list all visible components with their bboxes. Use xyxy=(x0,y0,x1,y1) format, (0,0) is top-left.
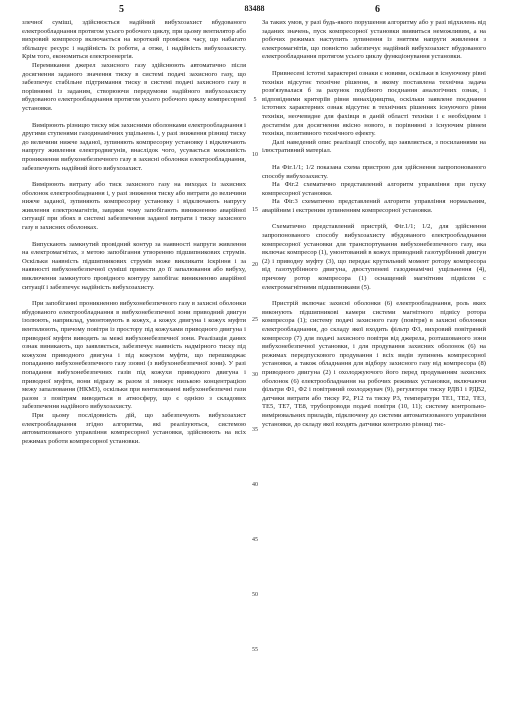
line-number: 20 xyxy=(252,262,258,268)
paragraph: За таких умов, у разі будь-якого порушення алгоритму або у разі відхилень від заданих значень, пуск компресорної установки виявиться неможливим, а на робочих режимах наступить зупинення із зняттям напруги живлення з електромагнітів, що повністю забезпечує надійний вибухозахист вбудованого електрообладнання протягом усього циклу функціонування установки. xyxy=(262,19,486,61)
left-text-column xyxy=(22,19,246,714)
line-number: 5 xyxy=(253,97,257,103)
line-number: 25 xyxy=(252,317,258,323)
patent-number: 83488 xyxy=(244,4,265,13)
line-number: 50 xyxy=(252,592,258,598)
line-number-gutter xyxy=(249,0,261,720)
paragraph: На Фіг.2 схематично представлений алгоритм управління при пуску компресорної установки. xyxy=(262,181,486,197)
paragraph: При цьому послідовність дій, що забезпечують вибухозахист електрообладнання згідно алгоритма, які реалізуються, системою автоматизованого управління компресорної установки, здійснюють на всіх режимах роботи компресорної установки. xyxy=(22,411,246,445)
right-text-column xyxy=(262,19,486,714)
paragraph: Схематично представлений пристрій, Фіг.1/1; 1/2, для здійснення запропонованого способу вибухозахисту вбудованого електрообладнання компресорної установки для транспортування вибухонебезпечного газу, яка включає компресор (1), умонтований в кожух приводний газотурбінний двигун (2) і приводну муфту (3), що передає крутильний момент ротору компресора від газотурбінного двигуна, двоступеневі газодинамічні ущільнення (4), причому ротор компресора (1) оснащений магнітним підвісом с електромагнітними підшипниками (5). xyxy=(262,223,486,291)
line-number: 55 xyxy=(252,647,258,653)
line-number: 15 xyxy=(252,207,258,213)
line-number: 40 xyxy=(252,482,258,488)
line-number: 10 xyxy=(252,152,258,158)
line-number: 30 xyxy=(252,372,258,378)
page-number-left: 5 xyxy=(119,4,124,15)
paragraph: Вимірюють витрату або тиск захисного газу на виходах із захисних оболонок електрообладнання і, у разі зниження тиску або витрати до величини нижче заданої, зупиняють компресорну установку і відключають напругу живлення електромагнітів, завдяки чому запобігають виникненню аварійної ситуації при збоях в системі забезпечення заданої витрати і тиску захисного газу в захисних оболонках. xyxy=(22,181,246,232)
page-number-right: 6 xyxy=(375,4,380,15)
paragraph: На Фіг.1/1; 1/2 показана схема пристрою для здійснення запропонованого способу вибухозахисту. xyxy=(262,163,486,180)
paragraph: При запобіганні проникненню вибухонебезпечного газу в захисні оболонки вбудованого електрообладнання в вибухонебезпечної зони приводний двигун ізолюють, наприклад, умонтовують в кожух, а кожух двигуна і кожух муфти вентилюють, причому повітря із простору під кожухами приводного двигуна і приводної муфти виводять за межі вибухонебезпечної зони. Реалізація даних ознак виникають, що заявляється, забезпечує наявність надмірного тиску під кожухом приводного двигуна і під кожухом муфти, що перешкоджає попаданню вибухонебезпечного газу ззовні (з вибухонебезпечної зони). У разі попадання вибухонебезпечних газів під кожухи приводного двигуна і приводної муфти, вони відразу ж разом зі знижує низькою концентрацією межу запалювання (НКМЗ), оскільки при вентилюванні вибухонебезпечні гази разом з повітрям виводяться в атмосферу, що є однією з складових забезпечення надійного вибухозахисту. xyxy=(22,300,246,411)
line-number: 35 xyxy=(252,427,258,433)
paragraph: На Фіг.3 схематично представлений алгоритм управління нормальним, аварійним і екстреним зупиненням компресорної установки. xyxy=(262,198,486,214)
paragraph: Пристрій включає захисні оболонки (6) електрообладнання, роль яких виконують підшипникові камери системи магнітного підвісу ротора компресора (1); систему подачі захисного газу (повітря) в захисні оболонки електрообладнання, до складу якої входить фільтр Ф3, вихровий повітряний компресор (7) для подачі захисного повітря від джерела, розташованого зони вибухонебезпечної установки, і для продування захисних оболонок (6) на режимах передпускового продування і всіх видів зупинень компресорної установки, а також обладнання для відбору захисного газу від компресора (8) приводного двигуна (2) і охолоджуючого його перед продуванням захисних оболонок (6) електрообладнання на робочих режимах установки, включаючи фільтри Ф1, Ф2 і повітряний охолоджувач (9), регулятори тиску РДВ1 і РДВ2, датчики витрати або тиску Р2, Р12 та тиску Р3, температури ТЕ1, ТЕ2, ТЕ3, ТЕ5, ТЕ7, ТЕ8, трубопроводи подачі повітря (10, 11); систему контрольно-вимірювальних приладів, підключену до системи автоматизованого управління установки, до складу якої входять датчики контролю різниці тис- xyxy=(262,300,486,428)
paragraph: Привнесені істотні характерні ознаки є новими, оскільки в існуючому рівні техніки відсутнє технічне рішення, в якому поставлена технічна задача розв'язувалася б за рахунок подібного поєднання аналогічних ознак, і відповідними критеріїв рівня винахідництва, оскільки заявлене поєднання істотних характерних ознак відсутнє в технічних рішеннях існуючого рівня техніки, неочевидне для фахівця в даній області техніки і є необхідним і достатнім для досягнення якісно нового, в порівнянні з існуючим рівнем техніки, позитивного технічного ефекту. xyxy=(262,69,486,138)
paragraph: злечної суміші, здійснюється надійний вибухозахист вбудованого електрообладнання протягом усього робочого циклу, при цьому вентилятор або вихровий компресор включається на короткий проміжок часу, що набагато збільшує ресурс і надійність їх роботи, а отже, і надійність вибухозахисту. Крім того, економиться електроенергія. xyxy=(22,19,246,61)
line-number: 45 xyxy=(252,537,258,543)
paragraph: Випускають замкнутий провідний контур за наявності напруги живлення на електромагнітах, з метою запобігання утворенню підшипникових струмів. Оскільки наявність підшипникових струмів може викликати іскріння і за наявності вибухонебезпечної суміші привести до її запалювання або вибуху, виключення замкнутого провідного контуру запобігає виникненню аварійної ситуації і забезпечує надійність вибухозахисту. xyxy=(22,240,246,291)
paragraph: Вимірюють різницю тиску між захисними оболонками електрообладнання і другими ступенями газодинамічних ущільнень і, у разі зниження різниці тиску до величини нижче заданої, зупиняють компресорну установку і відключають напругу живлення електродвигунів, внаслідок чого, усувається можливість проникнення вибухонебезпечного газу в захисні оболонки електрообладнання, забезпечують надійний його вибухозахист. xyxy=(22,121,246,172)
paragraph: Далі наведений опис реалізації способу, що заявляється, з посиланнями на ілюстративний матеріал. xyxy=(262,138,486,155)
paragraph: Перемикання джерел захисного газу здійснюють автоматично після досягнення заданого значення тиску в системі подачі захисного газу, що забезпечує стабільне підтримання тиску в системі подачі захисного газу в порівнянні із заданим, створюючи передумови надійного вибухозахисту вбудованого електрообладнання протягом усього робочого циклу компресорної установки. xyxy=(22,61,246,112)
